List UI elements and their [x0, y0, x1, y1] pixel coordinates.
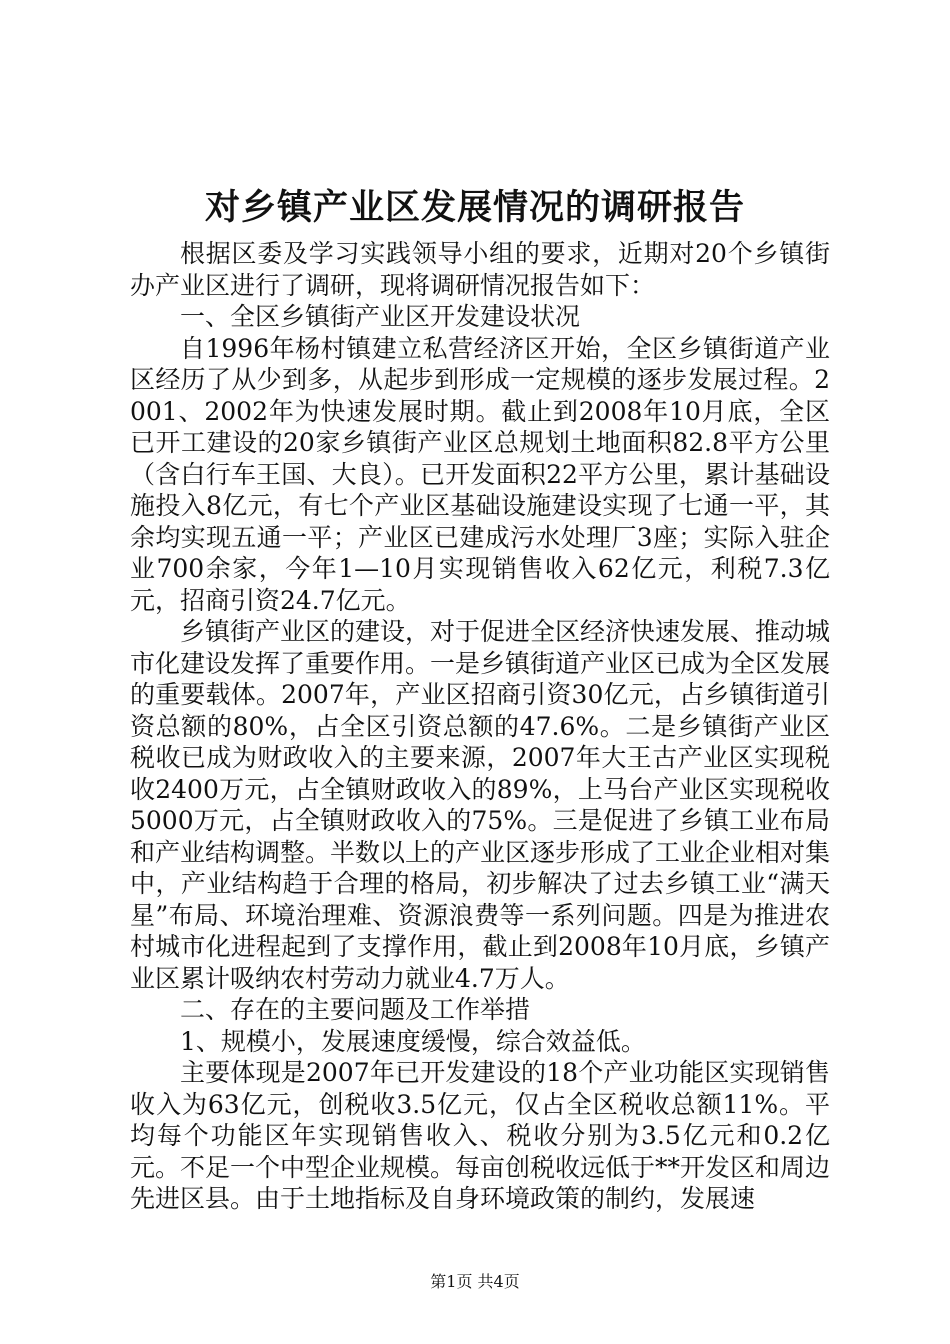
- intro-paragraph: 根据区委及学习实践领导小组的要求，近期对20个乡镇街办产业区进行了调研，现将调研情况报告如下：: [130, 239, 830, 300]
- section-heading-2: 二、存在的主要问题及工作举措: [180, 995, 531, 1024]
- page-number-footer: 第1页 共4页: [430, 1272, 520, 1291]
- subsection1-paragraph-1: 主要体现是2007年已开发建设的18个产业功能区实现销售收入为63亿元，创税收3.5亿元，仅占全区税收总额11%。平均每个功能区年实现销售收入、税收分别为3.5亿元和0.2亿元。不足一个中型企业规模。每亩创税收远低于**开发区和周边先进区县。由于土地指标及自身环境政策的制约，发展速: [130, 1058, 831, 1213]
- section1-paragraph-2: 乡镇街产业区的建设，对于促进全区经济快速发展、推动城市化建设发挥了重要作用。一是乡镇街道产业区已成为全区发展的重要载体。2007年，产业区招商引资30亿元，占乡镇街道引资总额的80%，占全区引资总额的47.6%。二是乡镇街产业区税收已成为财政收入的主要来源，2007年大王古产业区实现税收2400万元，占全镇财政收入的89%，上马台产业区实现税收5000万元，占全镇财政收入的75%。三是促进了乡镇工业布局和产业结构调整。半数以上的产业区逐步形成了工业企业相对集中，产业结构趋于合理的格局，初步解决了过去乡镇工业“满天星”布局、环境治理难、资源浪费等一系列问题。四是为推进农村城市化进程起到了支撑作用，截止到2008年10月底，乡镇产业区累计吸纳农村劳动力就业4.7万人。: [130, 617, 831, 993]
- section1-paragraph-1: 自1996年杨村镇建立私营经济区开始，全区乡镇街道产业区经历了从少到多，从起步到形成一定规模的逐步发展过程。2001、2002年为快速发展时期。截止到2008年10月底，全区已开工建设的20家乡镇街产业区总规划土地面积82.8平方公里（含白行车王国、大良）。已开发面积22平方公里，累计基础设施投入8亿元，有七个产业区基础设施建设实现了七通一平，其余均实现五通一平；产业区已建成污水处理厂3座；实际入驻企业700余家，今年1—10月实现销售收入62亿元，利税7.3亿元，招商引资24.7亿元。: [130, 333, 830, 615]
- document-body: [130, 238, 830, 1215]
- section-heading-1: 一、全区乡镇街产业区开发建设状况: [180, 302, 581, 331]
- subsection-heading-1: 1、规模小，发展速度缓慢，综合效益低。: [180, 1026, 646, 1056]
- page-title: 对乡镇产业区发展情况的调研报告: [204, 187, 745, 228]
